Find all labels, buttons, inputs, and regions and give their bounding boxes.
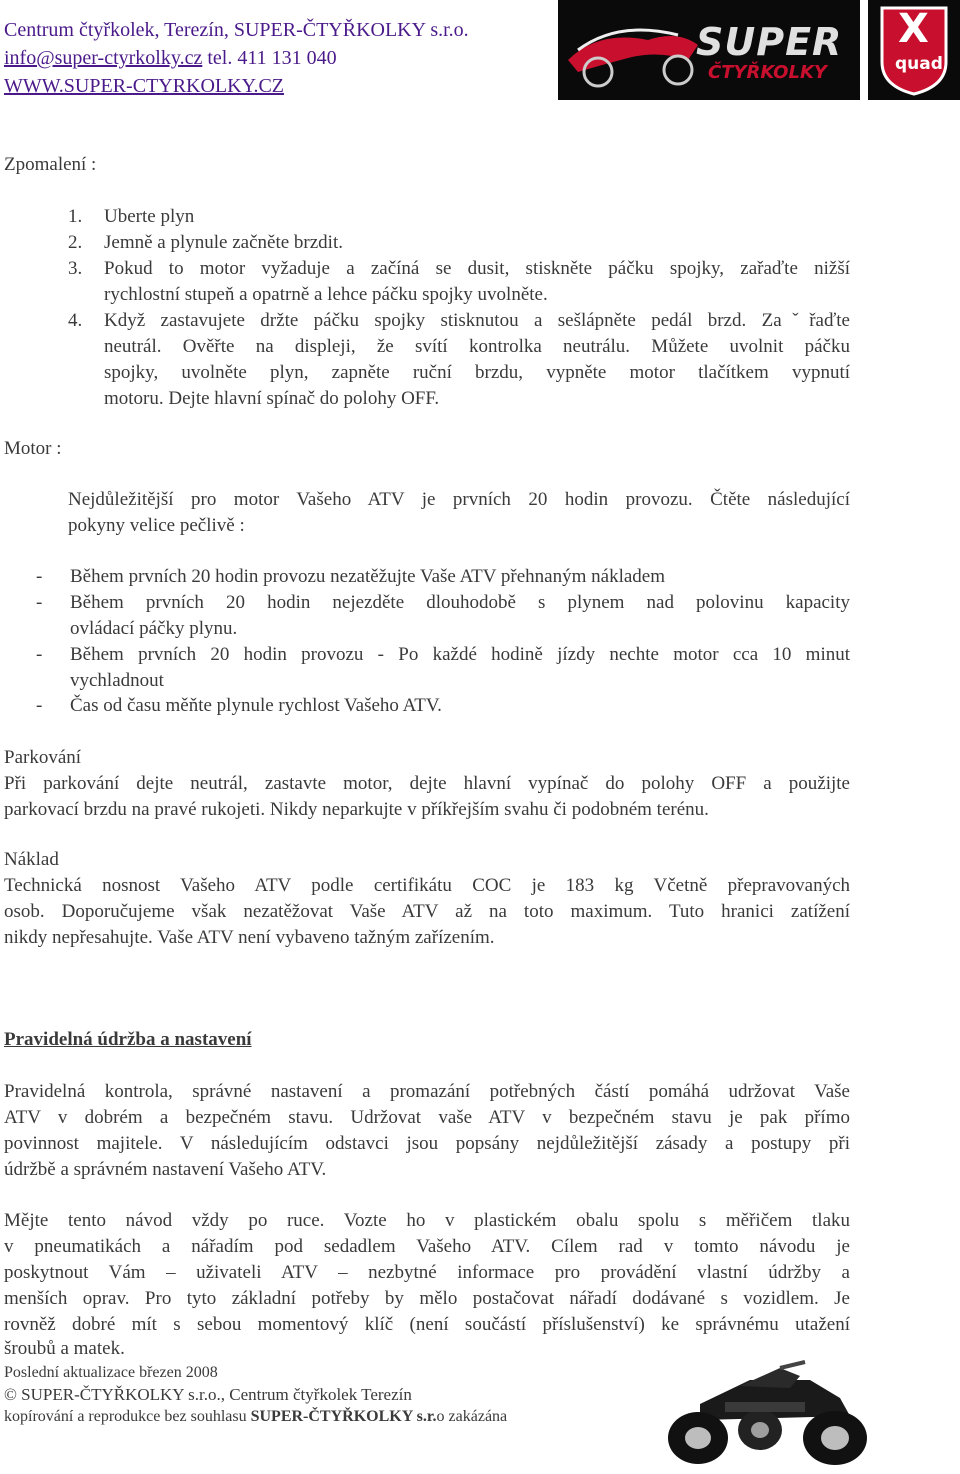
list-item-continuation: spojky, uvolněte plyn, zapněte ruční brzdu, vypněte motor tlačítkem vypnutí	[104, 362, 850, 383]
motor-intro-line: pokyny velice pečlivě :	[68, 515, 245, 536]
bullet-item-continuation: ovládací páčky plynu.	[70, 618, 238, 639]
bullet-dash: -	[36, 566, 43, 587]
paragraph-line: Při parkování dejte neutrál, zastavte motor, dejte hlavní vypínač do polohy OFF a použijte	[4, 773, 850, 794]
paragraph-line: šroubů a matek.	[4, 1338, 125, 1359]
atv-quad-icon	[640, 1346, 890, 1468]
footer-copy-suffix: o zakázána	[436, 1408, 508, 1425]
paragraph-line: menších oprav. Pro tyto základní potřeby by mělo postačovat nářadí dodávané s vozidlem. Je	[4, 1288, 850, 1309]
footer-copy-notice	[4, 1406, 507, 1428]
section-heading-udrzba: Pravidelná údržba a nastavení	[4, 1029, 252, 1050]
bullet-dash: -	[36, 695, 43, 716]
paragraph-line: údržbě a správném nastavení Vašeho ATV.	[4, 1159, 327, 1180]
badge-x-letter: X	[898, 6, 929, 52]
footer-copy-bold: SUPER-ČTYŘKOLKY s.r.	[250, 1408, 437, 1425]
phone-text: tel. 411 131 040	[202, 47, 337, 69]
website-link[interactable]: WWW.SUPER-CTYRKOLKY.CZ	[4, 75, 285, 97]
bullet-item: Během prvních 20 hodin provozu nezatěžujte Vaše ATV přehnaným nákladem	[70, 566, 665, 587]
list-item: Jemně a plynule začněte brzdit.	[104, 232, 343, 253]
paragraph-line: v pneumatikách a nářadím pod sedadlem Vašeho ATV. Cílem rad v tomto návodu je	[4, 1236, 850, 1257]
list-number: 4.	[68, 310, 83, 331]
bullet-dash: -	[36, 592, 43, 613]
motor-intro-line: Nejdůležitější pro motor Vašeho ATV je prvních 20 hodin provozu. Čtěte následující	[68, 489, 850, 510]
paragraph-line: poskytnout Vám – uživateli ATV – nezbytné informace pro provádění vlastní údržby a	[4, 1262, 850, 1283]
paragraph-line: Technická nosnost Vašeho ATV podle certifikátu COC je 183 kg Včetně přepravovaných	[4, 875, 850, 896]
section-heading-parkovani: Parkování	[4, 747, 82, 768]
atv-photo	[640, 1346, 890, 1468]
paragraph-line: rovněž dobré mít s sebou momentový klíč (není součástí příslušenství) ke správnému utažení	[4, 1314, 850, 1335]
paragraph-line: parkovací brzdu na pravé rukojeti. Nikdy neparkujte v příkřejším svahu či podobném terénu.	[4, 799, 709, 820]
footer-copy-prefix: kopírování a reprodukce bez souhlasu	[4, 1408, 251, 1425]
list-item-continuation: neutrál. Ověřte na displeji, že svítí kontrolka neutrálu. Můžete uvolnit páčku	[104, 336, 850, 357]
paragraph-line: Pravidelná kontrola, správné nastavení a promazání potřebných částí pomáhá udržovat Vaše	[4, 1081, 850, 1102]
section-heading-motor: Motor :	[4, 438, 62, 459]
logo-text-super: SUPER	[696, 20, 843, 64]
bullet-item: Během prvních 20 hodin provozu - Po každé hodině jízdy nechte motor cca 10 minut	[70, 644, 850, 665]
section-heading-naklad: Náklad	[4, 849, 59, 870]
list-number: 3.	[68, 258, 83, 279]
quad-badge-logo	[868, 0, 960, 100]
bullet-item: Během prvních 20 hodin nejezděte dlouhodobě s plynem nad polovinu kapacity	[70, 592, 850, 613]
paragraph-line: ATV v dobrém a bezpečném stavu. Udržovat vaše ATV v bezpečném stavu je pak přímo	[4, 1107, 850, 1128]
bullet-item-continuation: vychladnout	[70, 670, 164, 691]
list-number: 1.	[68, 206, 83, 227]
list-item: Když zastavujete držte páčku spojky stisknutou a sešlápněte pedál brzd. Zaˇřaďte	[104, 310, 850, 331]
paragraph-line: povinnost majitele. V následujícím odstavci jsou popsány nejdůležitější zásady a postupy při	[4, 1133, 850, 1154]
super-ctyrkolky-logo	[558, 0, 860, 100]
bullet-dash: -	[36, 644, 43, 665]
list-item: Uberte plyn	[104, 206, 195, 227]
header-company-line: Centrum čtyřkolek, Terezín, SUPER-ČTYŘKOLKY s.r.o.	[4, 19, 469, 41]
logo-text-ctyrkolky: ČTYŘKOLKY	[708, 62, 827, 83]
list-item-continuation: motoru. Dejte hlavní spínač do polohy OFF.	[104, 388, 440, 409]
section-heading-zpomaleni: Zpomalení :	[4, 154, 97, 175]
badge-quad-text: quad	[895, 54, 943, 74]
email-link[interactable]: info@super-ctyrkolky.cz	[4, 47, 203, 69]
list-number: 2.	[68, 232, 83, 253]
bullet-item: Čas od času měňte plynule rychlost Vašeho ATV.	[70, 695, 442, 716]
header-contact-line	[4, 44, 337, 72]
paragraph-line: Mějte tento návod vždy po ruce. Vozte ho v plastickém obalu spolu s měřičem tlaku	[4, 1210, 850, 1231]
paragraph-line: osob. Doporučujeme však nezatěžovat Vaše ATV až na toto maximum. Tuto hranici zatížení	[4, 901, 850, 922]
list-item-continuation: rychlostní stupeň a opatrně a lehce páčku spojky uvolněte.	[104, 284, 548, 305]
list-item: Pokud to motor vyžaduje a začíná se dusit, stiskněte páčku spojky, zařaďte nižší	[104, 258, 850, 279]
footer-copyright: © SUPER-ČTYŘKOLKY s.r.o., Centrum čtyřkolek Terezín	[4, 1385, 412, 1404]
website-link-row	[4, 72, 284, 100]
footer-updated: Poslední aktualizace březen 2008	[4, 1364, 218, 1381]
paragraph-line: nikdy nepřesahujte. Vaše ATV není vybaveno tažným zařízením.	[4, 927, 495, 948]
